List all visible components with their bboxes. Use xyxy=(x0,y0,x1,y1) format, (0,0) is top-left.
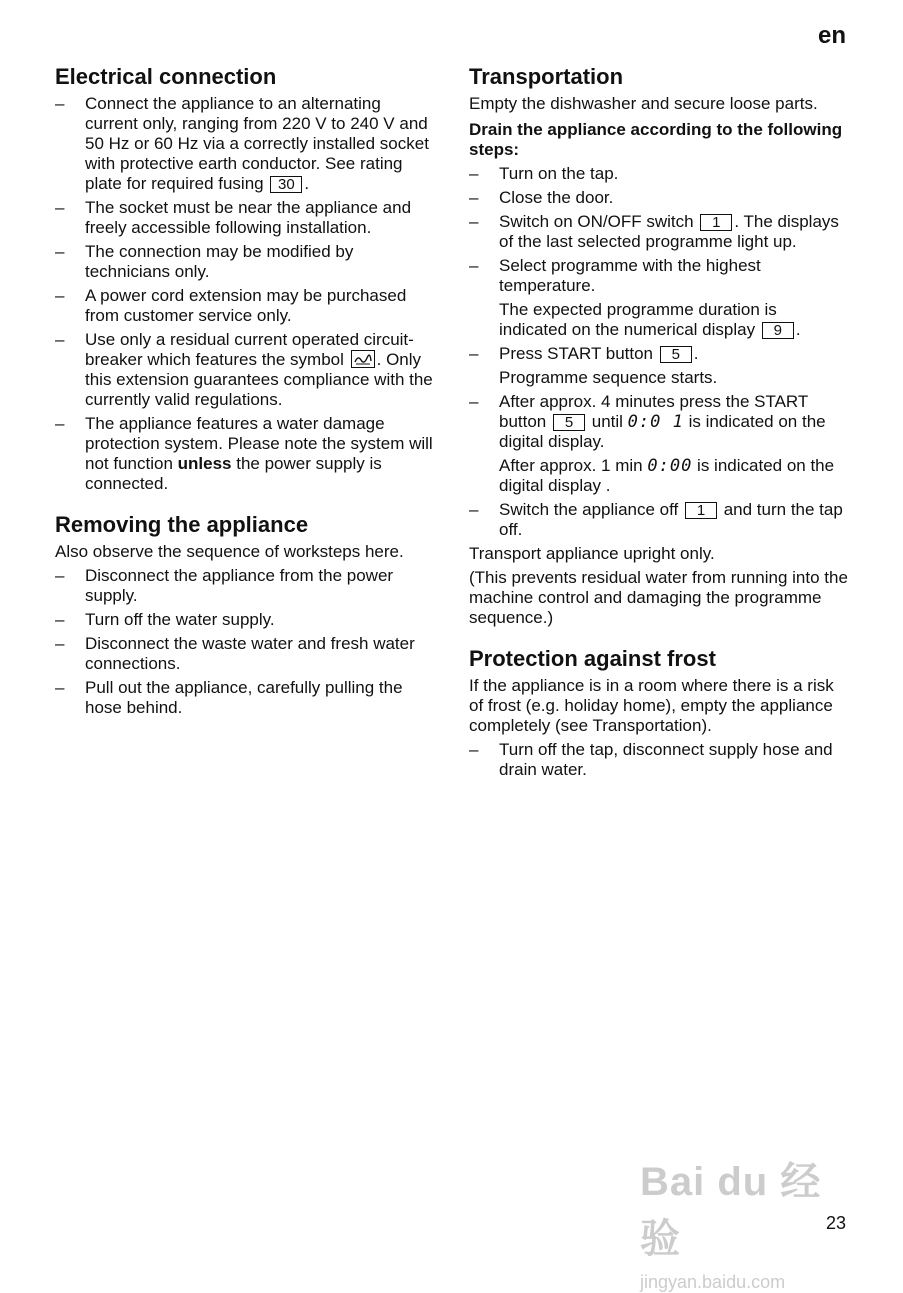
list-item: – Select programme with the highest temperature. The expected programme duration is indicated on the numerical display 9 . xyxy=(469,256,801,339)
page-number: 23 xyxy=(825,1213,846,1233)
list-item: – Pull out the appliance, carefully pulling the hose behind. xyxy=(55,678,403,717)
right-column xyxy=(469,64,849,784)
subheading: Drain the appliance according to the following steps: xyxy=(469,120,843,159)
electrical-connection-section xyxy=(55,64,435,494)
display-readout: 0:00 xyxy=(647,456,693,476)
removing-section xyxy=(55,512,435,718)
bullet-list xyxy=(55,566,435,718)
list-item: – Turn on the tap. xyxy=(469,164,619,183)
rcd-symbol-icon xyxy=(351,350,375,368)
list-item: – Switch the appliance off 1 and turn the tap off. xyxy=(469,500,843,539)
section-title: Transportation xyxy=(469,64,624,89)
language-label: en xyxy=(817,22,846,49)
bullet-list xyxy=(55,94,435,494)
ref-box: 30 xyxy=(270,176,302,193)
ref-box: 1 xyxy=(700,214,732,231)
ref-box: 9 xyxy=(762,322,794,339)
section-title: Removing the appliance xyxy=(55,512,309,537)
list-item: – Turn off the water supply. xyxy=(55,610,275,629)
list-item: – After approx. 4 minutes press the START button 5 until 0:0 1 is indicated on the digital display. After approx. 1 min 0:00 is indicated on the digital display . xyxy=(469,392,835,495)
list-item: – Disconnect the waste water and fresh water connections. xyxy=(55,634,415,673)
list-item: – Use only a residual current operated circuit-breaker which features the symbol . Only this extension guarantees compliance with the currently valid regulations. xyxy=(55,330,433,409)
ref-box: 5 xyxy=(660,346,692,363)
intro-text: If the appliance is in a room where there is a risk of frost (e.g. holiday home), empty the appliance completely (see Transportation). xyxy=(469,676,834,735)
intro-text: Empty the dishwasher and secure loose parts. xyxy=(469,94,818,113)
list-item: – A power cord extension may be purchased from customer service only. xyxy=(55,286,407,325)
list-item: – Press START button 5 . Programme sequence starts. xyxy=(469,344,718,387)
body-text: Transport appliance upright only. xyxy=(469,544,715,563)
section-title: Electrical connection xyxy=(55,64,277,89)
display-readout: 0:0 1 xyxy=(627,412,684,432)
watermark-logo: Bai du 经验 jingyan.baidu.com xyxy=(640,1160,822,1292)
transportation-section xyxy=(469,64,849,628)
left-column xyxy=(55,64,435,722)
list-item: – Switch on ON/OFF switch 1 . The displays of the last selected programme light up. xyxy=(469,212,839,251)
list-item: – Close the door. xyxy=(469,188,614,207)
bullet-list xyxy=(469,740,849,780)
list-item: – The connection may be modified by technicians only. xyxy=(55,242,354,281)
list-item: – Disconnect the appliance from the power supply. xyxy=(55,566,394,605)
list-item: – The socket must be near the appliance and freely accessible following installation. xyxy=(55,198,412,237)
steps-list xyxy=(469,164,849,540)
list-item: – Connect the appliance to an alternating current only, ranging from 220 V to 240 V and 50 Hz or 60 Hz via a correctly installed socket with protective earth conductor. See rating plate for required fusing 30 . xyxy=(55,94,429,193)
ref-box: 1 xyxy=(685,502,717,519)
frost-section xyxy=(469,646,849,780)
body-text: (This prevents residual water from running into the machine control and damaging the programme sequence.) xyxy=(469,568,848,627)
list-item: – The appliance features a water damage protection system. Please note the system will not function unless the power supply is connected. xyxy=(55,414,433,493)
section-title: Protection against frost xyxy=(469,646,716,671)
intro-text: Also observe the sequence of worksteps here. xyxy=(55,542,404,561)
ref-box: 5 xyxy=(553,414,585,431)
list-item: – Turn off the tap, disconnect supply hose and drain water. xyxy=(469,740,833,779)
